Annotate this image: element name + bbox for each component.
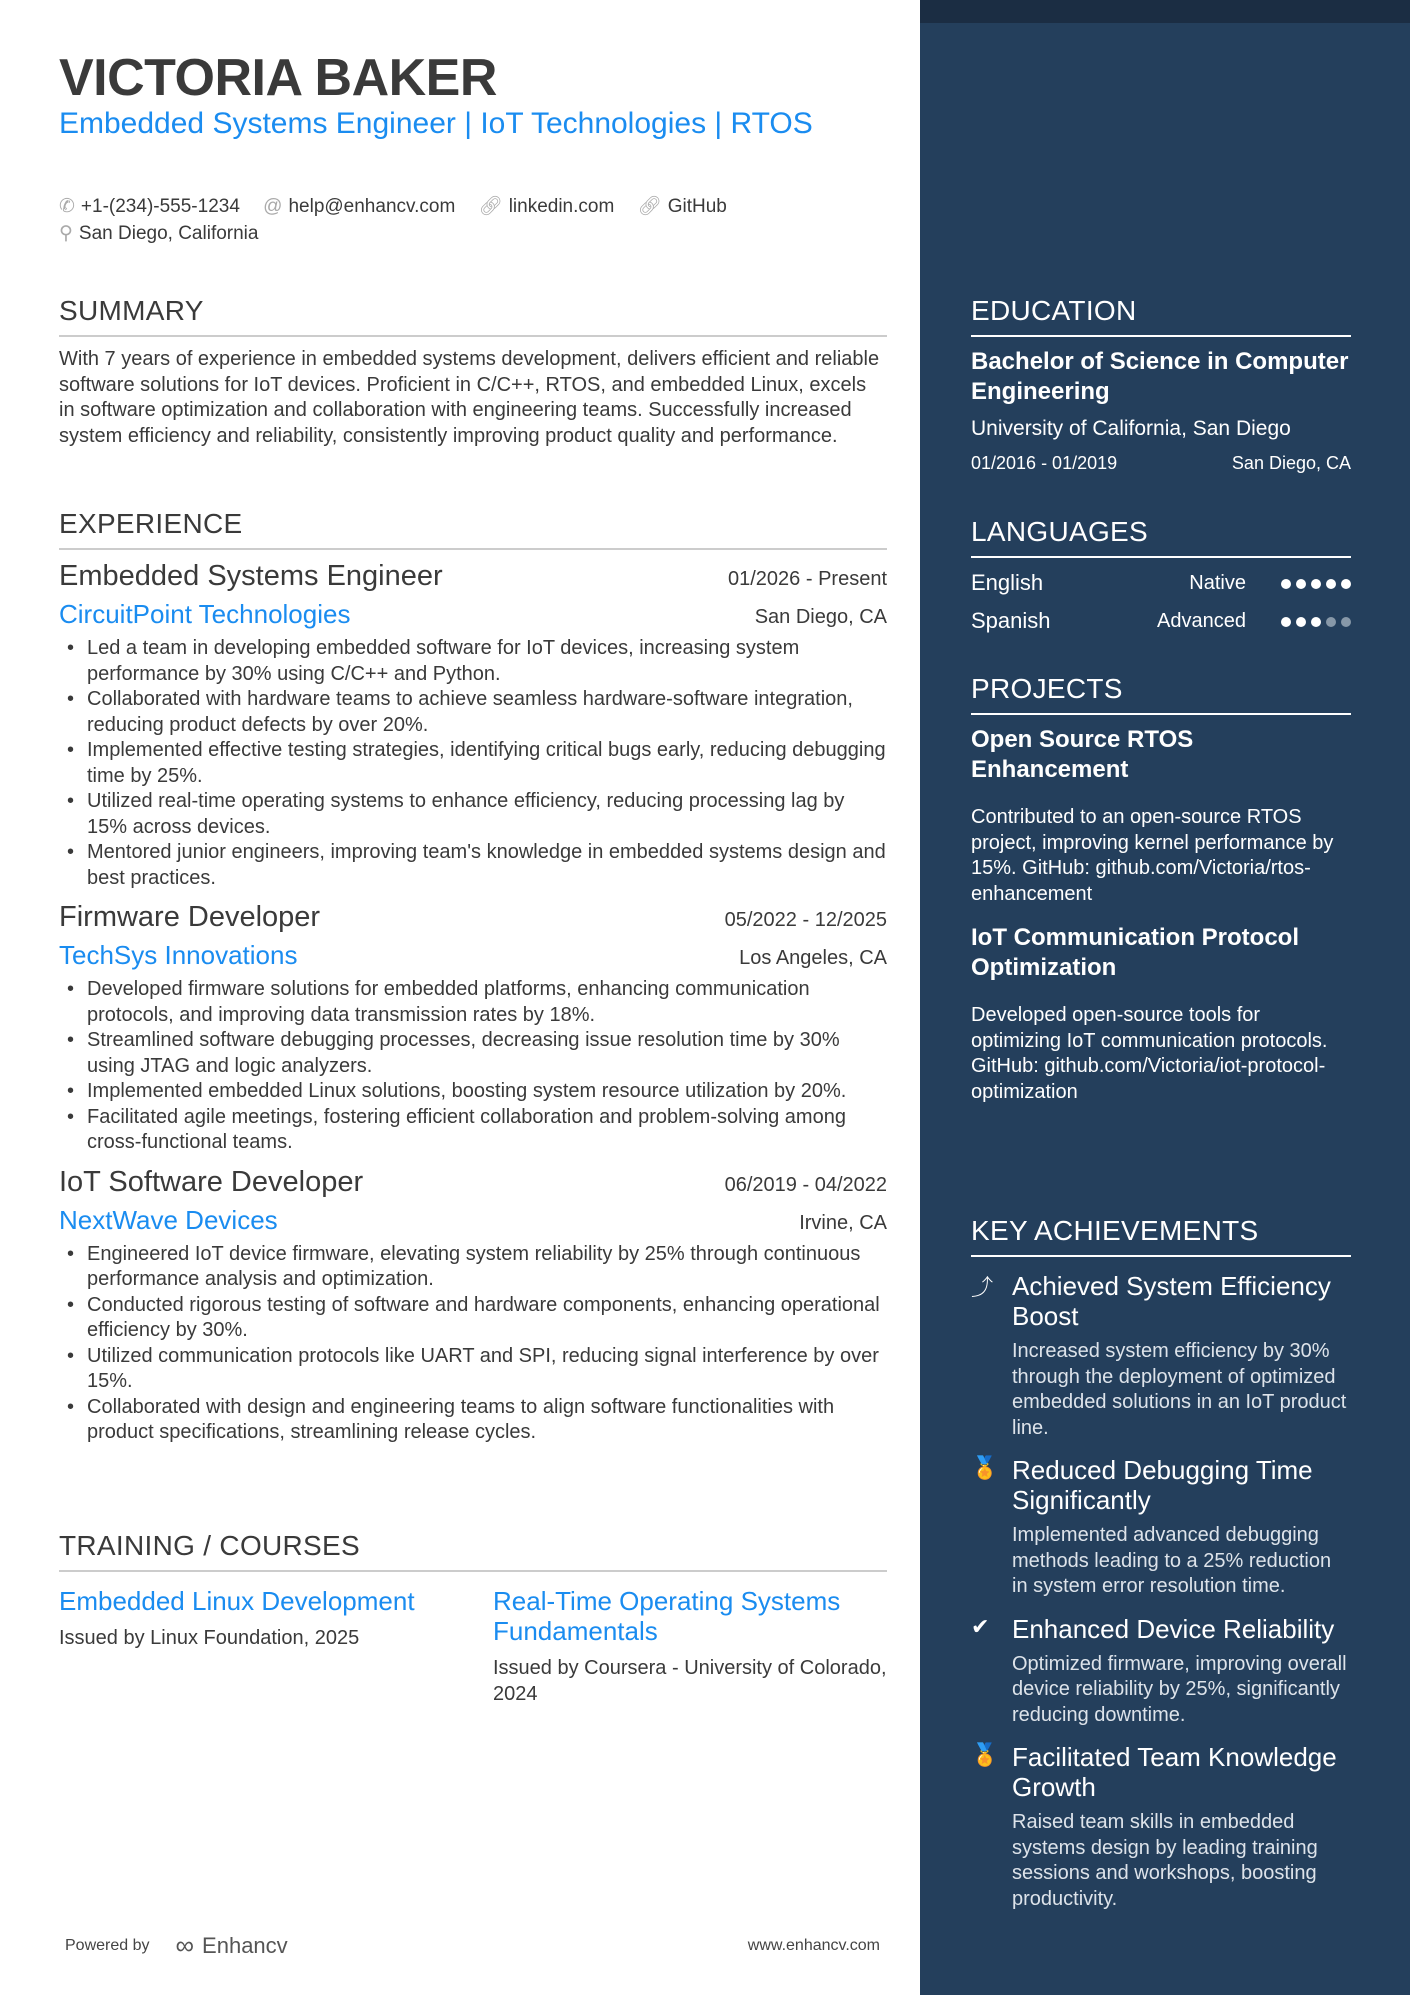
location-icon: ⚲ [59, 223, 73, 244]
job-dates: 01/2026 - Present [728, 568, 887, 590]
award-icon: 🏅 [971, 1455, 999, 1480]
achievement-description: Raised team skills in embedded systems design by leading training sessions and workshops, boosting productivity. [1012, 1811, 1318, 1910]
job-location: Irvine, CA [799, 1211, 887, 1234]
github-link[interactable]: GitHub [667, 196, 727, 217]
rating-dot [1281, 579, 1291, 589]
section-heading: EDUCATION [971, 295, 1351, 337]
job-bullet: • Implemented embedded Linux solutions, boosting system resource utilization by 20%. [59, 1079, 887, 1105]
language-name: Spanish [971, 608, 1051, 633]
link-icon: 🔗︎ [637, 196, 662, 217]
summary-text: With 7 years of experience in embedded systems development, delivers efficient and reliable software solutions for IoT devices. Proficient in C/C++, RTOS, and embedded Linux, excels in software optimization and collaboration with engineering teams. Successfully increased system efficiency and reliability, consistently improving product quality and performance. [59, 348, 880, 447]
language-item [971, 570, 1351, 596]
section-heading: TRAINING / COURSES [59, 1530, 887, 1572]
language-name: English [971, 570, 1044, 595]
course-issuer: Issued by Coursera - University of Colorado, 2024 [493, 1657, 887, 1705]
course-title: Real-Time Operating Systems Fundamentals [493, 1586, 841, 1646]
job-entry [59, 1166, 887, 1446]
sidebar [920, 0, 1410, 1995]
job-dates: 06/2019 - 04/2022 [724, 1173, 887, 1196]
rating-dot [1311, 617, 1321, 627]
award-icon: 🏅 [971, 1742, 999, 1767]
job-bullet: • Implemented effective testing strategies, identifying critical bugs early, reducing debugging time by 25%. [59, 738, 887, 789]
project-description: Contributed to an open-source RTOS project, improving kernel performance by 15%. GitHub: github.com/Victoria/rtos-enhancement [971, 806, 1334, 905]
rating-dot [1341, 617, 1351, 627]
contact-info [59, 193, 745, 247]
rating-dot [1296, 617, 1306, 627]
training-section [59, 1530, 887, 1707]
achievements-section [971, 1215, 1351, 1912]
section-heading: KEY ACHIEVEMENTS [971, 1215, 1351, 1257]
link-icon: 🔗︎ [478, 196, 503, 217]
enhancv-logo[interactable] [176, 1930, 288, 1961]
company-name: NextWave Devices [59, 1204, 278, 1235]
achievement-item [971, 1271, 1351, 1441]
achievement-title: Achieved System Efficiency Boost [1012, 1271, 1331, 1331]
language-rating [1276, 573, 1351, 594]
job-entry [59, 560, 887, 891]
education-dates: 01/2016 - 01/2019 [971, 453, 1118, 473]
chart-arrow-icon: ⤴ [971, 1275, 994, 1300]
section-heading: EXPERIENCE [59, 508, 887, 550]
course-item [59, 1586, 453, 1707]
job-bullet: • Utilized real-time operating systems to enhance efficiency, reducing processing lag by 15% across devices. [59, 789, 887, 840]
job-title: Embedded Systems Engineer [59, 560, 443, 592]
projects-section [971, 673, 1351, 1121]
job-location: Los Angeles, CA [739, 947, 887, 969]
candidate-name: VICTORIA BAKER [59, 49, 497, 107]
achievement-item [971, 1742, 1351, 1912]
rating-dot [1326, 617, 1336, 627]
education-location: San Diego, CA [1231, 453, 1351, 473]
rating-dot [1311, 579, 1321, 589]
degree: Bachelor of Science in Computer Engineering [971, 348, 1349, 405]
job-location: San Diego, CA [754, 606, 887, 628]
job-entry [59, 901, 887, 1156]
job-bullet: • Developed firmware solutions for embedded platforms, enhancing communication protocols, and improving data transmission rates by 18%. [59, 977, 887, 1028]
linkedin-link[interactable]: linkedin.com [508, 196, 615, 217]
brand-name: Enhancv [202, 1932, 288, 1958]
achievement-item [971, 1614, 1351, 1729]
location: San Diego, California [78, 223, 259, 244]
job-bullet: • Engineered IoT device firmware, elevating system reliability by 25% through continuous performance analysis and optimization. [59, 1242, 887, 1293]
achievement-title: Reduced Debugging Time Significantly [1012, 1455, 1313, 1515]
project-item [971, 725, 1351, 907]
job-bullet: • Collaborated with hardware teams to achieve seamless hardware-software integration, reducing product defects by over 20%. [59, 687, 887, 738]
at-icon: @ [263, 196, 283, 217]
section-heading: PROJECTS [971, 673, 1351, 715]
infinity-heart-icon: ∞ [175, 1930, 195, 1960]
email[interactable]: help@enhancv.com [288, 196, 456, 217]
achievement-title: Facilitated Team Knowledge Growth [1012, 1742, 1337, 1802]
achievement-description: Increased system efficiency by 30% through the deployment of optimized embedded solutions in an IoT product line. [1012, 1340, 1347, 1439]
achievement-description: Implemented advanced debugging methods leading to a 25% reduction in system error resolution time. [1012, 1524, 1332, 1597]
rating-dot [1341, 579, 1351, 589]
job-title: Firmware Developer [59, 901, 321, 933]
job-bullet: • Facilitated agile meetings, fostering efficient collaboration and problem-solving among cross-functional teams. [59, 1105, 887, 1156]
language-item [971, 608, 1351, 634]
course-item [493, 1586, 887, 1707]
education-section [971, 295, 1351, 474]
section-heading: SUMMARY [59, 295, 887, 337]
candidate-title: Embedded Systems Engineer | IoT Technologies | RTOS [59, 107, 813, 140]
sidebar-top-band [920, 0, 1410, 23]
company-name: CircuitPoint Technologies [59, 599, 351, 629]
language-level: Native [1189, 571, 1246, 594]
language-rating [1276, 611, 1351, 632]
job-bullet: • Led a team in developing embedded software for IoT devices, increasing system performance by 30% using C/C++ and Python. [59, 636, 887, 687]
website-link[interactable]: www.enhancv.com [747, 1936, 880, 1954]
course-issuer: Issued by Linux Foundation, 2025 [59, 1627, 360, 1649]
rating-dot [1296, 579, 1306, 589]
job-bullet: • Collaborated with design and engineering teams to align software functionalities with product specifications, streamlining release cycles. [59, 1395, 887, 1446]
project-description: Developed open-source tools for optimizing IoT communication protocols. GitHub: github.com/Victoria/iot-protocol-optimization [971, 1004, 1328, 1103]
project-title: Open Source RTOS Enhancement [971, 726, 1194, 783]
languages-section [971, 516, 1351, 634]
powered-by-label: Powered by [65, 1936, 150, 1954]
section-heading: LANGUAGES [971, 516, 1351, 558]
phone-icon: ✆ [59, 196, 75, 217]
job-bullet: • Streamlined software debugging processes, decreasing issue resolution time by 30% using JTAG and logic analyzers. [59, 1028, 887, 1079]
project-title: IoT Communication Protocol Optimization [971, 924, 1299, 981]
job-bullet: • Mentored junior engineers, improving team's knowledge in embedded systems design and best practices. [59, 840, 887, 891]
phone: +1-(234)-555-1234 [80, 196, 240, 217]
check-icon: ✔ [971, 1613, 990, 1639]
language-level: Advanced [1157, 609, 1246, 632]
job-bullet: • Conducted rigorous testing of software and hardware components, enhancing operational efficiency by 30%. [59, 1293, 887, 1344]
job-bullet: • Utilized communication protocols like UART and SPI, reducing signal interference by over 15%. [59, 1344, 887, 1395]
experience-section [59, 508, 887, 1446]
footer [65, 1930, 880, 1961]
job-title: IoT Software Developer [59, 1165, 364, 1198]
rating-dot [1281, 617, 1291, 627]
course-title: Embedded Linux Development [59, 1586, 415, 1616]
school: University of California, San Diego [971, 417, 1291, 440]
achievement-description: Optimized firmware, improving overall device reliability by 25%, significantly reducing downtime. [1012, 1652, 1347, 1726]
job-dates: 05/2022 - 12/2025 [724, 909, 887, 931]
project-item [971, 923, 1351, 1105]
rating-dot [1326, 579, 1336, 589]
achievement-title: Enhanced Device Reliability [1012, 1613, 1335, 1644]
summary-section [59, 295, 887, 449]
company-name: TechSys Innovations [59, 940, 298, 970]
achievement-item [971, 1455, 1351, 1600]
